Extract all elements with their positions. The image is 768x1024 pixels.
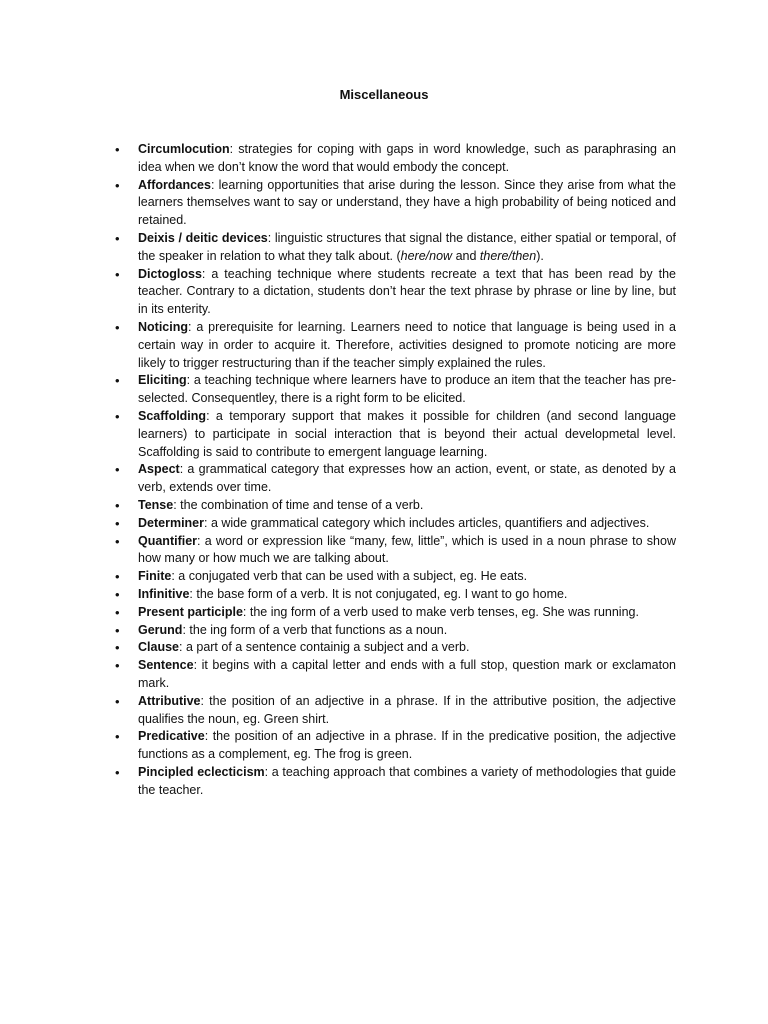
- definition: : the combination of time and tense of a verb.: [173, 497, 424, 512]
- list-item-determiner: [138, 515, 676, 533]
- term: Scaffolding: [138, 408, 207, 423]
- term: Affordances: [138, 177, 211, 192]
- definition: : a part of a sentence containig a subject and a verb.: [179, 640, 470, 655]
- list-item-eliciting: [138, 372, 676, 408]
- term: Infinitive: [138, 586, 190, 601]
- term: Determiner: [138, 515, 204, 530]
- list-item-gerund: [138, 622, 676, 640]
- list-item-pincipled-eclecticism: [138, 764, 676, 800]
- definition: : it begins with a capital letter and ends with a full stop, question mark or exclamaton mark.: [138, 658, 676, 690]
- definition-connector: and: [452, 248, 480, 263]
- list-item-infinitive: [138, 586, 676, 604]
- definition: : a temporary support that makes it possible for children (and second language learners) to participate in social interaction that is beyond their actual developmetal level. Scaffolding is said to contribute to emergent language learning.: [138, 408, 676, 459]
- definition: : a teaching technique where students recreate a text that has been read by the teacher. Contrary to a dictation, students don’t hear the text phrase by phrase or line by line, but in its enterity.: [138, 266, 676, 317]
- definition: : the ing form of a verb used to make verb tenses, eg. She was running.: [242, 604, 639, 619]
- glossary-list: [138, 141, 676, 799]
- definition: : the ing form of a verb that functions as a noun.: [182, 622, 448, 637]
- term: Tense: [138, 497, 174, 512]
- term: Noticing: [138, 319, 188, 334]
- page-title: Miscellaneous: [339, 87, 429, 102]
- term: Attributive: [138, 693, 201, 708]
- definition: : a teaching approach that combines a variety of methodologies that guide the teacher.: [138, 764, 676, 797]
- definition: : a conjugated verb that can be used with a subject, eg. He eats.: [171, 569, 528, 584]
- list-item-aspect: [138, 461, 676, 497]
- definition-end: ).: [536, 248, 544, 263]
- definition: : the position of an adjective in a phrase. If in the attributive position, the adjective qualifies the noun, eg. Green shirt.: [138, 693, 676, 726]
- list-item-finite: [138, 568, 676, 586]
- list-item-circumlocution: [138, 141, 676, 177]
- term: Pincipled eclecticism: [138, 764, 265, 779]
- definition: : learning opportunities that arise during the lesson. Since they arise from what the learners themselves want to say or understand, they have a high probability of being noticed and retained.: [138, 177, 676, 228]
- term: Circumlocution: [138, 142, 230, 156]
- term: Present participle: [138, 604, 243, 619]
- term: Eliciting: [138, 373, 187, 388]
- list-item-attributive: [138, 693, 676, 729]
- list-item-affordances: [138, 177, 676, 230]
- definition: : a word or expression like “many, few, little”, which is used in a noun phrase to show how many or how much we are talking about.: [138, 533, 676, 566]
- list-item-quantifier: [138, 533, 676, 569]
- definition: : the position of an adjective in a phrase. If in the predicative position, the adjective functions as a complement, eg. The frog is green.: [138, 729, 676, 762]
- term: Aspect: [138, 462, 180, 477]
- term: Finite: [138, 569, 172, 584]
- list-item-scaffolding: [138, 408, 676, 461]
- italic-example: here/now: [400, 248, 453, 263]
- list-item-dictogloss: [138, 266, 676, 319]
- definition: : a grammatical category that expresses how an action, event, or state, as denoted by a verb, extends over time.: [138, 462, 676, 495]
- list-item-clause: [138, 639, 676, 657]
- definition: : a wide grammatical category which includes articles, quantifiers and adjectives.: [204, 515, 650, 530]
- definition: : linguistic structures that signal the distance, either spatial or temporal, of the speaker in relation to what they talk about. (: [138, 230, 676, 263]
- term: Sentence: [138, 658, 194, 673]
- term: Gerund: [138, 622, 183, 637]
- term: Dictogloss: [138, 266, 202, 281]
- list-item-noticing: [138, 319, 676, 372]
- list-item-predicative: [138, 728, 676, 764]
- italic-example: there/then: [479, 248, 537, 263]
- definition: : strategies for coping with gaps in word knowledge, such as paraphrasing an idea when we don’t know the word that would embody the concept.: [138, 142, 676, 174]
- term: Quantifier: [138, 533, 198, 548]
- list-item-sentence: [138, 657, 676, 693]
- term: Deixis / deitic devices: [138, 230, 268, 245]
- list-item-present-participle: [138, 604, 676, 622]
- list-item-deixis: [138, 230, 676, 266]
- list-item-tense: [138, 497, 676, 515]
- definition: : a teaching technique where learners have to produce an item that the teacher has pre-selected. Consequentley, there is a right form to be elicited.: [138, 373, 676, 406]
- definition: : a prerequisite for learning. Learners need to notice that language is being used in a certain way in order to acquire it. Therefore, activities designed to promote noticing are more likely to trigger restructuring than if the teacher simply explained the rules.: [138, 319, 676, 370]
- term: Predicative: [138, 729, 205, 744]
- term: Clause: [138, 640, 179, 655]
- definition: : the base form of a verb. It is not conjugated, eg. I want to go home.: [189, 586, 568, 601]
